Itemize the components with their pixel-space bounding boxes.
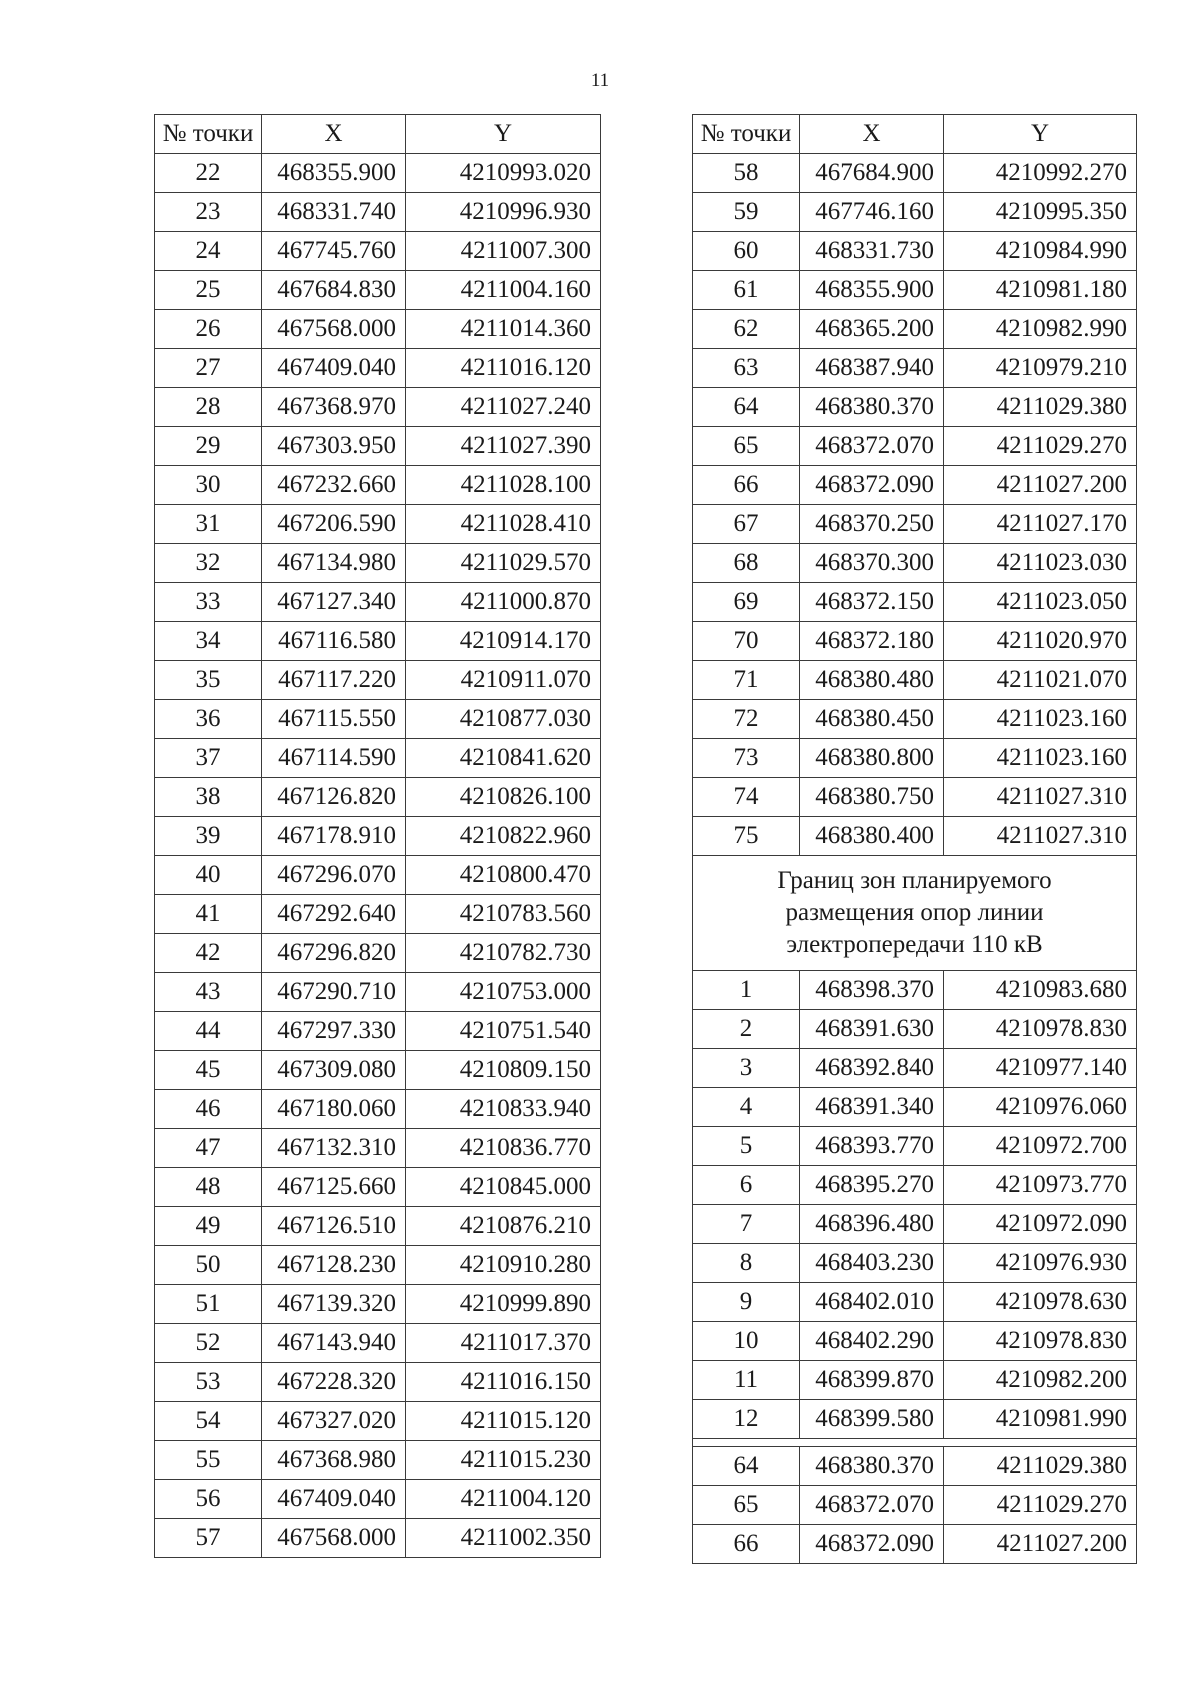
table-row [693, 1010, 1137, 1049]
x-coordinate-cell: 468372.090 [800, 466, 944, 505]
table-row [693, 271, 1137, 310]
point-number-cell: 58 [693, 154, 800, 193]
x-coordinate-cell: 468392.840 [800, 1049, 944, 1088]
table-row [155, 1324, 601, 1363]
point-number-cell: 38 [155, 778, 262, 817]
table-row [693, 466, 1137, 505]
point-number-cell: 42 [155, 934, 262, 973]
table-row [693, 310, 1137, 349]
table-body-right-top [693, 154, 1137, 856]
table-row [155, 583, 601, 622]
table-row [155, 817, 601, 856]
table-row [155, 154, 601, 193]
x-coordinate-cell: 468372.070 [800, 427, 944, 466]
point-number-cell: 68 [693, 544, 800, 583]
section-title: Границ зон планируемого размещения опор линии электропередачи 110 кВ [693, 856, 1137, 971]
x-coordinate-cell: 468331.740 [262, 193, 406, 232]
x-coordinate-cell: 468393.770 [800, 1127, 944, 1166]
x-coordinate-cell: 468372.150 [800, 583, 944, 622]
point-number-cell: 52 [155, 1324, 262, 1363]
point-number-cell: 31 [155, 505, 262, 544]
table-row [155, 427, 601, 466]
table-row [693, 583, 1137, 622]
point-number-cell: 62 [693, 310, 800, 349]
point-number-cell: 6 [693, 1166, 800, 1205]
table-gap-cell [693, 1439, 1137, 1447]
y-coordinate-cell: 4211000.870 [406, 583, 601, 622]
header-point-number: № точки [155, 115, 262, 154]
table-body-right-section [693, 971, 1137, 1439]
point-number-cell: 10 [693, 1322, 800, 1361]
point-number-cell: 4 [693, 1088, 800, 1127]
x-coordinate-cell: 467745.760 [262, 232, 406, 271]
y-coordinate-cell: 4210833.940 [406, 1090, 601, 1129]
table-row [155, 1363, 601, 1402]
table-row [693, 349, 1137, 388]
y-coordinate-cell: 4211015.230 [406, 1441, 601, 1480]
x-coordinate-cell: 467297.330 [262, 1012, 406, 1051]
y-coordinate-cell: 4210992.270 [944, 154, 1137, 193]
y-coordinate-cell: 4210914.170 [406, 622, 601, 661]
x-coordinate-cell: 467116.580 [262, 622, 406, 661]
x-coordinate-cell: 467568.000 [262, 310, 406, 349]
table-body-left [155, 154, 601, 1558]
x-coordinate-cell: 468380.450 [800, 700, 944, 739]
point-number-cell: 23 [155, 193, 262, 232]
table-row [693, 505, 1137, 544]
y-coordinate-cell: 4210999.890 [406, 1285, 601, 1324]
x-coordinate-cell: 468370.300 [800, 544, 944, 583]
y-coordinate-cell: 4211023.160 [944, 739, 1137, 778]
y-coordinate-cell: 4210809.150 [406, 1051, 601, 1090]
table-row [155, 661, 601, 700]
table-row [693, 1049, 1137, 1088]
table-row [155, 1402, 601, 1441]
table-row [155, 778, 601, 817]
section-title-row [693, 856, 1137, 971]
y-coordinate-cell: 4210836.770 [406, 1129, 601, 1168]
table-row [693, 1486, 1137, 1525]
y-coordinate-cell: 4211023.030 [944, 544, 1137, 583]
y-coordinate-cell: 4210911.070 [406, 661, 601, 700]
point-number-cell: 65 [693, 1486, 800, 1525]
point-number-cell: 11 [693, 1361, 800, 1400]
y-coordinate-cell: 4210979.210 [944, 349, 1137, 388]
x-coordinate-cell: 467309.080 [262, 1051, 406, 1090]
table-row [155, 466, 601, 505]
y-coordinate-cell: 4210993.020 [406, 154, 601, 193]
x-coordinate-cell: 467327.020 [262, 1402, 406, 1441]
y-coordinate-cell: 4210981.180 [944, 271, 1137, 310]
y-coordinate-cell: 4210877.030 [406, 700, 601, 739]
x-coordinate-cell: 467296.070 [262, 856, 406, 895]
y-coordinate-cell: 4210800.470 [406, 856, 601, 895]
table-row [693, 817, 1137, 856]
point-number-cell: 64 [693, 388, 800, 427]
x-coordinate-cell: 467368.980 [262, 1441, 406, 1480]
x-coordinate-cell: 468380.480 [800, 661, 944, 700]
y-coordinate-cell: 4211021.070 [944, 661, 1137, 700]
point-number-cell: 65 [693, 427, 800, 466]
point-number-cell: 70 [693, 622, 800, 661]
x-coordinate-cell: 468355.900 [800, 271, 944, 310]
point-number-cell: 49 [155, 1207, 262, 1246]
table-row [155, 1012, 601, 1051]
y-coordinate-cell: 4211002.350 [406, 1519, 601, 1558]
y-coordinate-cell: 4211029.380 [944, 388, 1137, 427]
x-coordinate-cell: 468372.180 [800, 622, 944, 661]
y-coordinate-cell: 4211029.570 [406, 544, 601, 583]
y-coordinate-cell: 4210984.990 [944, 232, 1137, 271]
table-row [155, 388, 601, 427]
table-row [155, 1168, 601, 1207]
table-row [155, 193, 601, 232]
y-coordinate-cell: 4210972.090 [944, 1205, 1137, 1244]
table-row [155, 934, 601, 973]
x-coordinate-cell: 468403.230 [800, 1244, 944, 1283]
table-row [693, 388, 1137, 427]
x-coordinate-cell: 467684.900 [800, 154, 944, 193]
y-coordinate-cell: 4211015.120 [406, 1402, 601, 1441]
table-body-right-after-gap [693, 1447, 1137, 1564]
y-coordinate-cell: 4210996.930 [406, 193, 601, 232]
y-coordinate-cell: 4210841.620 [406, 739, 601, 778]
table-row [693, 1525, 1137, 1564]
x-coordinate-cell: 468380.370 [800, 1447, 944, 1486]
y-coordinate-cell: 4210978.630 [944, 1283, 1137, 1322]
point-number-cell: 2 [693, 1010, 800, 1049]
x-coordinate-cell: 467115.550 [262, 700, 406, 739]
y-coordinate-cell: 4210876.210 [406, 1207, 601, 1246]
table-row [693, 1283, 1137, 1322]
table-row [155, 232, 601, 271]
y-coordinate-cell: 4211017.370 [406, 1324, 601, 1363]
table-row [693, 1127, 1137, 1166]
point-number-cell: 67 [693, 505, 800, 544]
x-coordinate-cell: 467132.310 [262, 1129, 406, 1168]
table-row [693, 661, 1137, 700]
point-number-cell: 26 [155, 310, 262, 349]
table-row [693, 1244, 1137, 1283]
point-number-cell: 69 [693, 583, 800, 622]
point-number-cell: 51 [155, 1285, 262, 1324]
y-coordinate-cell: 4210910.280 [406, 1246, 601, 1285]
x-coordinate-cell: 468365.200 [800, 310, 944, 349]
y-coordinate-cell: 4210982.990 [944, 310, 1137, 349]
table-row [693, 739, 1137, 778]
point-number-cell: 22 [155, 154, 262, 193]
coordinates-table-right [692, 114, 1137, 1564]
table-row [155, 1519, 601, 1558]
table-row [155, 544, 601, 583]
x-coordinate-cell: 467126.820 [262, 778, 406, 817]
x-coordinate-cell: 467684.830 [262, 271, 406, 310]
table-row [155, 1129, 601, 1168]
table-row [693, 154, 1137, 193]
y-coordinate-cell: 4210978.830 [944, 1010, 1137, 1049]
y-coordinate-cell: 4210982.200 [944, 1361, 1137, 1400]
point-number-cell: 55 [155, 1441, 262, 1480]
y-coordinate-cell: 4210977.140 [944, 1049, 1137, 1088]
page-number: 11 [590, 70, 610, 91]
y-coordinate-cell: 4211027.170 [944, 505, 1137, 544]
x-coordinate-cell: 468395.270 [800, 1166, 944, 1205]
y-coordinate-cell: 4211023.160 [944, 700, 1137, 739]
x-coordinate-cell: 468391.340 [800, 1088, 944, 1127]
point-number-cell: 74 [693, 778, 800, 817]
point-number-cell: 28 [155, 388, 262, 427]
x-coordinate-cell: 467746.160 [800, 193, 944, 232]
table-row [693, 1205, 1137, 1244]
y-coordinate-cell: 4210995.350 [944, 193, 1137, 232]
x-coordinate-cell: 467228.320 [262, 1363, 406, 1402]
y-coordinate-cell: 4211027.240 [406, 388, 601, 427]
table-row [155, 739, 601, 778]
y-coordinate-cell: 4210782.730 [406, 934, 601, 973]
table-header-row [693, 115, 1137, 154]
point-number-cell: 41 [155, 895, 262, 934]
x-coordinate-cell: 467178.910 [262, 817, 406, 856]
x-coordinate-cell: 467143.940 [262, 1324, 406, 1363]
point-number-cell: 39 [155, 817, 262, 856]
x-coordinate-cell: 468380.800 [800, 739, 944, 778]
x-coordinate-cell: 467128.230 [262, 1246, 406, 1285]
x-coordinate-cell: 467139.320 [262, 1285, 406, 1324]
x-coordinate-cell: 468399.870 [800, 1361, 944, 1400]
table-row [693, 193, 1137, 232]
table-row [155, 1246, 601, 1285]
point-number-cell: 8 [693, 1244, 800, 1283]
point-number-cell: 57 [155, 1519, 262, 1558]
y-coordinate-cell: 4211027.310 [944, 778, 1137, 817]
table-row [155, 310, 601, 349]
x-coordinate-cell: 467180.060 [262, 1090, 406, 1129]
table-row [693, 1088, 1137, 1127]
table-row [155, 1285, 601, 1324]
table-row [693, 232, 1137, 271]
table-row [155, 505, 601, 544]
y-coordinate-cell: 4211027.200 [944, 1525, 1137, 1564]
x-coordinate-cell: 468372.090 [800, 1525, 944, 1564]
x-coordinate-cell: 467206.590 [262, 505, 406, 544]
x-coordinate-cell: 467127.340 [262, 583, 406, 622]
point-number-cell: 43 [155, 973, 262, 1012]
table-row [155, 349, 601, 388]
table-row [693, 427, 1137, 466]
y-coordinate-cell: 4211004.120 [406, 1480, 601, 1519]
y-coordinate-cell: 4210826.100 [406, 778, 601, 817]
point-number-cell: 50 [155, 1246, 262, 1285]
point-number-cell: 63 [693, 349, 800, 388]
table-row [693, 971, 1137, 1010]
point-number-cell: 9 [693, 1283, 800, 1322]
y-coordinate-cell: 4210978.830 [944, 1322, 1137, 1361]
table-row [155, 1051, 601, 1090]
point-number-cell: 12 [693, 1400, 800, 1439]
table-row [155, 1207, 601, 1246]
table-row [155, 856, 601, 895]
point-number-cell: 56 [155, 1480, 262, 1519]
y-coordinate-cell: 4211004.160 [406, 271, 601, 310]
table-row [693, 1322, 1137, 1361]
point-number-cell: 37 [155, 739, 262, 778]
y-coordinate-cell: 4210753.000 [406, 973, 601, 1012]
x-coordinate-cell: 467114.590 [262, 739, 406, 778]
x-coordinate-cell: 467292.640 [262, 895, 406, 934]
y-coordinate-cell: 4210973.770 [944, 1166, 1137, 1205]
point-number-cell: 66 [693, 466, 800, 505]
x-coordinate-cell: 468331.730 [800, 232, 944, 271]
y-coordinate-cell: 4210983.680 [944, 971, 1137, 1010]
table-row [155, 622, 601, 661]
point-number-cell: 60 [693, 232, 800, 271]
table-row [155, 895, 601, 934]
table-header-row [155, 115, 601, 154]
y-coordinate-cell: 4211016.150 [406, 1363, 601, 1402]
x-coordinate-cell: 468387.940 [800, 349, 944, 388]
table-row [155, 973, 601, 1012]
y-coordinate-cell: 4211027.200 [944, 466, 1137, 505]
y-coordinate-cell: 4211007.300 [406, 232, 601, 271]
y-coordinate-cell: 4210845.000 [406, 1168, 601, 1207]
x-coordinate-cell: 467296.820 [262, 934, 406, 973]
table-row [693, 778, 1137, 817]
x-coordinate-cell: 467409.040 [262, 349, 406, 388]
point-number-cell: 66 [693, 1525, 800, 1564]
header-point-number: № точки [693, 115, 800, 154]
point-number-cell: 64 [693, 1447, 800, 1486]
table-row [155, 271, 601, 310]
y-coordinate-cell: 4211016.120 [406, 349, 601, 388]
header-y: Y [406, 115, 601, 154]
point-number-cell: 34 [155, 622, 262, 661]
point-number-cell: 75 [693, 817, 800, 856]
table-row [693, 1361, 1137, 1400]
x-coordinate-cell: 467117.220 [262, 661, 406, 700]
x-coordinate-cell: 468398.370 [800, 971, 944, 1010]
header-y: Y [944, 115, 1137, 154]
y-coordinate-cell: 4211014.360 [406, 310, 601, 349]
x-coordinate-cell: 467134.980 [262, 544, 406, 583]
y-coordinate-cell: 4211020.970 [944, 622, 1137, 661]
x-coordinate-cell: 467125.660 [262, 1168, 406, 1207]
point-number-cell: 27 [155, 349, 262, 388]
point-number-cell: 32 [155, 544, 262, 583]
y-coordinate-cell: 4211029.270 [944, 1486, 1137, 1525]
table-row [155, 700, 601, 739]
point-number-cell: 40 [155, 856, 262, 895]
point-number-cell: 35 [155, 661, 262, 700]
x-coordinate-cell: 467568.000 [262, 1519, 406, 1558]
x-coordinate-cell: 468370.250 [800, 505, 944, 544]
point-number-cell: 46 [155, 1090, 262, 1129]
x-coordinate-cell: 468372.070 [800, 1486, 944, 1525]
x-coordinate-cell: 468402.010 [800, 1283, 944, 1322]
point-number-cell: 47 [155, 1129, 262, 1168]
x-coordinate-cell: 468396.480 [800, 1205, 944, 1244]
y-coordinate-cell: 4211029.270 [944, 427, 1137, 466]
point-number-cell: 73 [693, 739, 800, 778]
point-number-cell: 59 [693, 193, 800, 232]
y-coordinate-cell: 4210976.930 [944, 1244, 1137, 1283]
table-row [693, 544, 1137, 583]
point-number-cell: 36 [155, 700, 262, 739]
point-number-cell: 7 [693, 1205, 800, 1244]
point-number-cell: 54 [155, 1402, 262, 1441]
y-coordinate-cell: 4210822.960 [406, 817, 601, 856]
point-number-cell: 53 [155, 1363, 262, 1402]
x-coordinate-cell: 468380.750 [800, 778, 944, 817]
point-number-cell: 29 [155, 427, 262, 466]
point-number-cell: 72 [693, 700, 800, 739]
coordinates-table-left [154, 114, 601, 1558]
point-number-cell: 48 [155, 1168, 262, 1207]
table-gap-row [693, 1439, 1137, 1447]
x-coordinate-cell: 468380.370 [800, 388, 944, 427]
table-row [693, 1166, 1137, 1205]
point-number-cell: 1 [693, 971, 800, 1010]
point-number-cell: 61 [693, 271, 800, 310]
x-coordinate-cell: 468355.900 [262, 154, 406, 193]
y-coordinate-cell: 4211028.100 [406, 466, 601, 505]
point-number-cell: 3 [693, 1049, 800, 1088]
y-coordinate-cell: 4210976.060 [944, 1088, 1137, 1127]
x-coordinate-cell: 468399.580 [800, 1400, 944, 1439]
y-coordinate-cell: 4211023.050 [944, 583, 1137, 622]
y-coordinate-cell: 4211027.390 [406, 427, 601, 466]
point-number-cell: 5 [693, 1127, 800, 1166]
table-row [693, 1447, 1137, 1486]
point-number-cell: 24 [155, 232, 262, 271]
x-coordinate-cell: 468380.400 [800, 817, 944, 856]
x-coordinate-cell: 467232.660 [262, 466, 406, 505]
point-number-cell: 33 [155, 583, 262, 622]
table-row [693, 700, 1137, 739]
point-number-cell: 44 [155, 1012, 262, 1051]
x-coordinate-cell: 467290.710 [262, 973, 406, 1012]
x-coordinate-cell: 467368.970 [262, 388, 406, 427]
y-coordinate-cell: 4210751.540 [406, 1012, 601, 1051]
table-row [693, 622, 1137, 661]
gap-block [693, 1439, 1137, 1447]
table-row [155, 1480, 601, 1519]
point-number-cell: 71 [693, 661, 800, 700]
point-number-cell: 45 [155, 1051, 262, 1090]
y-coordinate-cell: 4211028.410 [406, 505, 601, 544]
header-x: X [800, 115, 944, 154]
table-row [155, 1441, 601, 1480]
x-coordinate-cell: 468402.290 [800, 1322, 944, 1361]
x-coordinate-cell: 467126.510 [262, 1207, 406, 1246]
table-row [693, 1400, 1137, 1439]
point-number-cell: 25 [155, 271, 262, 310]
y-coordinate-cell: 4210783.560 [406, 895, 601, 934]
x-coordinate-cell: 467409.040 [262, 1480, 406, 1519]
header-x: X [262, 115, 406, 154]
y-coordinate-cell: 4211029.380 [944, 1447, 1137, 1486]
x-coordinate-cell: 468391.630 [800, 1010, 944, 1049]
y-coordinate-cell: 4210972.700 [944, 1127, 1137, 1166]
y-coordinate-cell: 4211027.310 [944, 817, 1137, 856]
y-coordinate-cell: 4210981.990 [944, 1400, 1137, 1439]
point-number-cell: 30 [155, 466, 262, 505]
table-row [155, 1090, 601, 1129]
x-coordinate-cell: 467303.950 [262, 427, 406, 466]
section-block [693, 856, 1137, 971]
